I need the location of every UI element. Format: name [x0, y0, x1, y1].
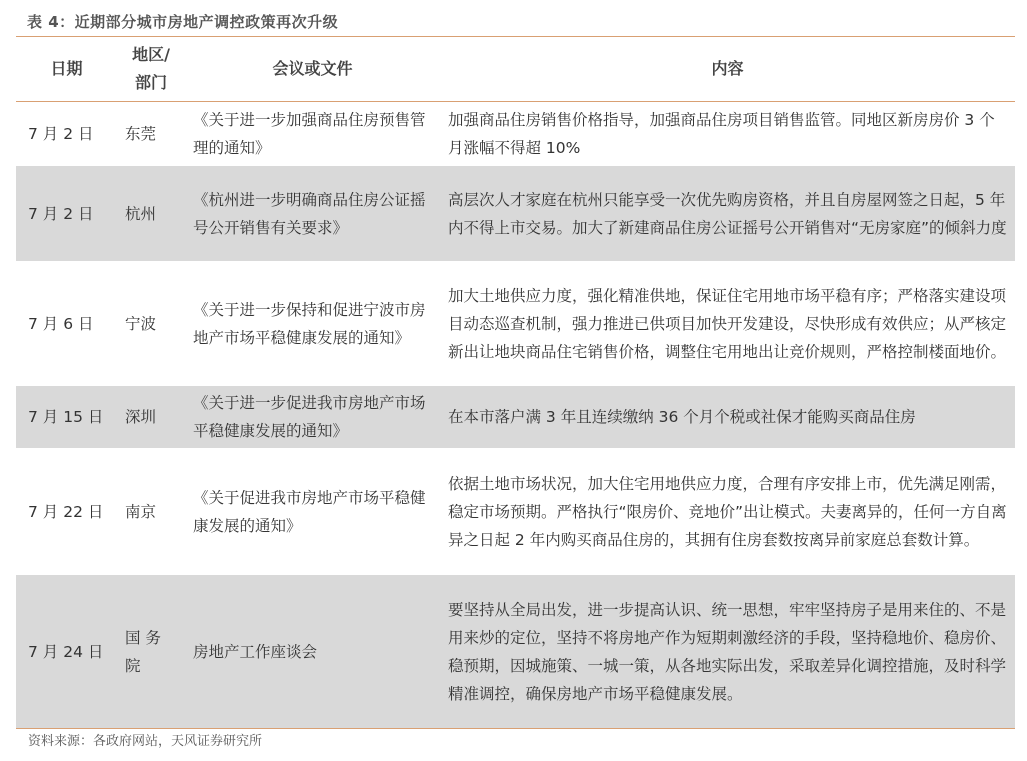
row-region: 国 务 院	[117, 575, 185, 729]
row-content: 要坚持从全局出发，进一步提高认识、统一思想，牢牢坚持房子是用来住的、不是用来炒的定位，坚持不将房地产作为短期刺激经济的手段，坚持稳地价、稳房价、稳预期，因城施策、一城一策，从各地实际出发，采取差异化调控措施，及时科学精准调控，确保房地产市场平稳健康发展。	[440, 575, 1015, 729]
header-content: 内容	[440, 37, 1015, 102]
row-content: 在本市落户满 3 年且连续缴纳 36 个月个税或社保才能购买商品住房	[440, 386, 1015, 449]
row-date: 7 月 2 日	[16, 166, 117, 262]
table-row	[16, 449, 1015, 575]
table-row	[16, 386, 1015, 449]
table-title: 表 4：近期部分城市房地产调控政策再次升级	[27, 13, 339, 31]
row-document: 房地产工作座谈会	[185, 575, 440, 729]
header-document: 会议或文件	[185, 37, 440, 102]
table-row	[16, 262, 1015, 386]
table-header-row	[16, 37, 1015, 102]
table-row	[16, 166, 1015, 262]
row-date: 7 月 6 日	[16, 262, 117, 386]
header-region	[117, 37, 185, 102]
row-document: 《关于进一步保持和促进宁波市房地产市场平稳健康发展的通知》	[185, 262, 440, 386]
row-document: 《关于进一步促进我市房地产市场平稳健康发展的通知》	[185, 386, 440, 449]
source-note: 资料来源：各政府网站，天风证券研究所	[28, 734, 263, 749]
row-region: 东莞	[117, 102, 185, 166]
row-content: 加强商品住房销售价格指导，加强商品住房项目销售监管。同地区新房房价 3 个月涨幅不得超 10%	[440, 102, 1015, 166]
table-row	[16, 575, 1015, 729]
row-date: 7 月 2 日	[16, 102, 117, 166]
row-content: 依据土地市场状况，加大住宅用地供应力度，合理有序安排上市，优先满足刚需，稳定市场预期。严格执行“限房价、竞地价”出让模式。夫妻离异的，任何一方自离异之日起 2 年内购买商品住房的，其拥有住房套数按离异前家庭总套数计算。	[440, 449, 1015, 575]
row-region: 深圳	[117, 386, 185, 449]
row-region: 南京	[117, 449, 185, 575]
row-document: 《关于促进我市房地产市场平稳健康发展的通知》	[185, 449, 440, 575]
header-region-label: 地区/部门	[132, 45, 170, 92]
row-document: 《杭州进一步明确商品住房公证摇号公开销售有关要求》	[185, 166, 440, 262]
table-row	[16, 102, 1015, 166]
policy-table	[16, 37, 1015, 729]
row-region: 宁波	[117, 262, 185, 386]
row-content: 加大土地供应力度，强化精准供地，保证住宅用地市场平稳有序；严格落实建设项目动态巡查机制，强力推进已供项目加快开发建设，尽快形成有效供应；从严核定新出让地块商品住宅销售价格，调整住宅用地出让竞价规则，严格控制楼面地价。	[440, 262, 1015, 386]
row-region: 杭州	[117, 166, 185, 262]
header-date: 日期	[16, 37, 117, 102]
row-date: 7 月 22 日	[16, 449, 117, 575]
row-date: 7 月 24 日	[16, 575, 117, 729]
row-document: 《关于进一步加强商品住房预售管理的通知》	[185, 102, 440, 166]
row-date: 7 月 15 日	[16, 386, 117, 449]
row-content: 高层次人才家庭在杭州只能享受一次优先购房资格，并且自房屋网签之日起，5 年内不得上市交易。加大了新建商品住房公证摇号公开销售对“无房家庭”的倾斜力度	[440, 166, 1015, 262]
